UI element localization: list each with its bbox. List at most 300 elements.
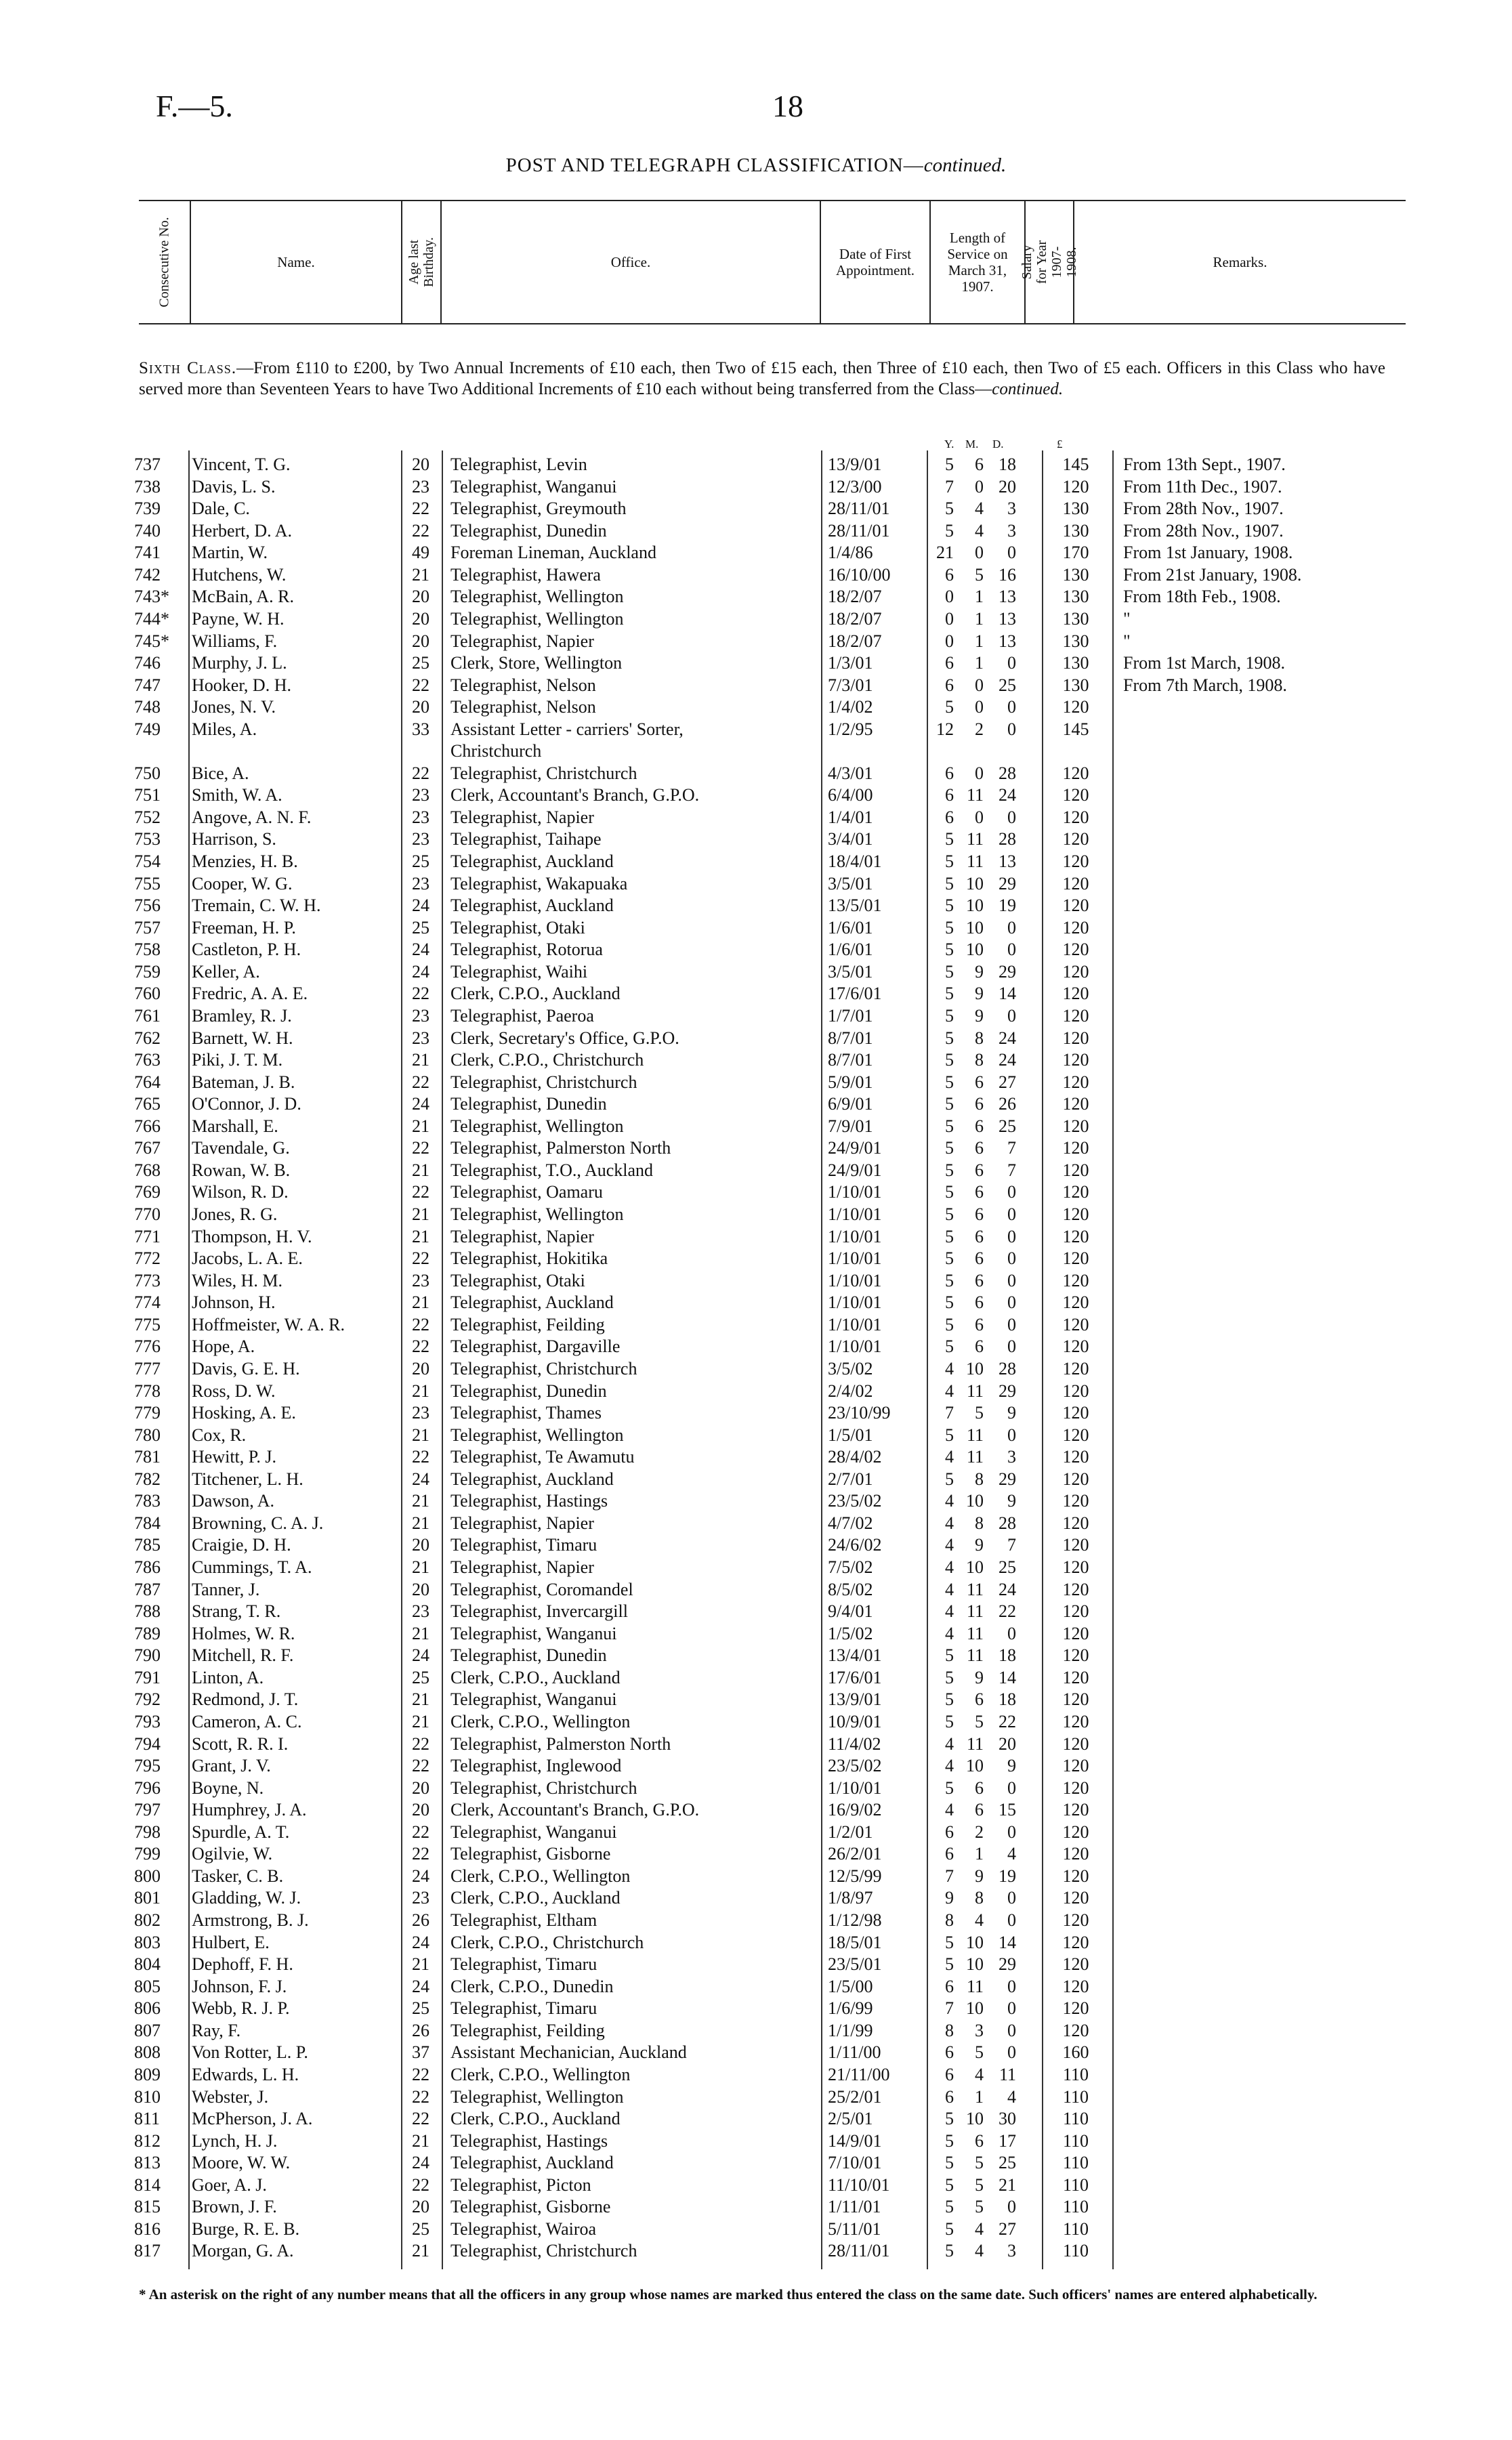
service-days: 0 <box>1007 2197 1016 2217</box>
service-months: 8 <box>975 1513 984 1533</box>
office: Telegraphist, Christchurch <box>450 1358 637 1379</box>
salary: 120 <box>1062 1711 1089 1731</box>
officer-name: Edwards, L. H. <box>192 2064 299 2084</box>
consecutive-no: 761 <box>134 1005 161 1026</box>
service-years: 4 <box>945 1579 954 1599</box>
appointment-date: 1/2/01 <box>828 1822 873 1842</box>
table-row <box>0 1093 1512 1116</box>
consecutive-no: 767 <box>134 1138 161 1158</box>
table-row <box>0 1402 1512 1425</box>
table-row <box>0 1711 1512 1733</box>
office: Telegraphist, Hokitika <box>450 1248 608 1269</box>
appointment-date: 28/11/01 <box>828 2241 890 2261</box>
salary: 120 <box>1062 1778 1089 1798</box>
service-years: 0 <box>945 608 954 629</box>
appointment-date: 1/6/99 <box>828 1998 873 2019</box>
table-row <box>0 631 1512 653</box>
service-years: 5 <box>945 1138 954 1158</box>
office: Clerk, C.P.O., Auckland <box>450 2109 621 2129</box>
consecutive-no: 768 <box>134 1160 161 1180</box>
service-years: 5 <box>945 1954 954 1975</box>
consecutive-no: 810 <box>134 2086 161 2107</box>
consecutive-no: 807 <box>134 2020 161 2040</box>
service-months: 9 <box>975 1667 984 1687</box>
age: 21 <box>412 564 429 585</box>
salary: 110 <box>1062 2153 1089 2173</box>
table-row <box>0 1116 1512 1138</box>
remarks: From 11th Dec., 1907. <box>1123 476 1282 497</box>
service-days: 18 <box>999 1645 1016 1666</box>
office: Clerk, Accountant's Branch, G.P.O. <box>450 1800 700 1820</box>
office: Clerk, C.P.O., Wellington <box>450 1711 631 1731</box>
table-row <box>0 1557 1512 1579</box>
service-days: 0 <box>1007 1204 1016 1224</box>
table-row <box>0 1028 1512 1050</box>
salary: 120 <box>1062 697 1089 717</box>
officer-name: Redmond, J. T. <box>192 1689 299 1710</box>
consecutive-no: 800 <box>134 1866 161 1886</box>
service-years: 7 <box>945 1866 954 1886</box>
age: 22 <box>412 763 429 783</box>
age: 24 <box>412 1932 429 1952</box>
service-days: 0 <box>1007 1976 1016 1996</box>
table-row <box>0 1954 1512 1976</box>
appointment-date: 1/10/01 <box>828 1204 882 1224</box>
service-days: 27 <box>999 1072 1016 1092</box>
service-days: 0 <box>1007 1998 1016 2019</box>
officer-name: Murphy, J. L. <box>192 653 287 673</box>
officer-name: Cameron, A. C. <box>192 1711 302 1731</box>
table-row <box>0 1976 1512 1998</box>
service-years: 5 <box>945 520 954 541</box>
remarks: From 18th Feb., 1908. <box>1123 587 1281 607</box>
subtitle-main: POST AND TELEGRAPH CLASSIFICATION— <box>505 154 924 176</box>
appointment-date: 5/11/01 <box>828 2218 881 2239</box>
age: 24 <box>412 896 429 916</box>
appointment-date: 13/4/01 <box>828 1645 882 1666</box>
appointment-date: 9/4/01 <box>828 1601 873 1622</box>
office: Telegraphist, Oamaru <box>450 1182 603 1202</box>
service-years: 5 <box>945 697 954 717</box>
consecutive-no: 789 <box>134 1623 161 1643</box>
table-row <box>0 1866 1512 1888</box>
officer-name: Menzies, H. B. <box>192 851 298 871</box>
office: Telegraphist, Rotorua <box>450 940 603 960</box>
appointment-date: 14/9/01 <box>828 2130 882 2151</box>
salary: 130 <box>1062 608 1089 629</box>
salary: 120 <box>1062 1888 1089 1908</box>
consecutive-no: 758 <box>134 940 161 960</box>
consecutive-no: 739 <box>134 499 161 519</box>
office: Telegraphist, Palmerston North <box>450 1733 671 1754</box>
table-row <box>0 1226 1512 1248</box>
salary: 120 <box>1062 1182 1089 1202</box>
salary: 120 <box>1062 1733 1089 1754</box>
service-years: 5 <box>945 1005 954 1026</box>
office: Telegraphist, Thames <box>450 1403 602 1423</box>
table-row <box>0 564 1512 587</box>
table-row <box>0 2108 1512 2130</box>
service-months: 11 <box>966 1425 984 1445</box>
service-months: 6 <box>975 1689 984 1710</box>
salary: 130 <box>1062 520 1089 541</box>
service-days: 9 <box>1007 1403 1016 1423</box>
consecutive-no: 764 <box>134 1072 161 1092</box>
officer-name: Bice, A. <box>192 763 249 783</box>
consecutive-no: 792 <box>134 1689 161 1710</box>
officer-name: Ross, D. W. <box>192 1381 276 1401</box>
office: Telegraphist, Auckland <box>450 1292 614 1313</box>
service-days: 20 <box>999 1733 1016 1754</box>
service-months: 11 <box>966 1623 984 1643</box>
age: 26 <box>412 2020 429 2040</box>
table-row <box>0 2020 1512 2042</box>
service-years: 4 <box>945 1800 954 1820</box>
appointment-date: 18/2/07 <box>828 608 882 629</box>
service-months: 10 <box>966 917 984 938</box>
office: Telegraphist, Te Awamutu <box>450 1447 635 1467</box>
office: Clerk, C.P.O., Auckland <box>450 1888 621 1908</box>
service-days: 0 <box>1007 1292 1016 1313</box>
age: 23 <box>412 1601 429 1622</box>
office: Telegraphist, Wanganui <box>450 1689 617 1710</box>
appointment-date: 1/11/01 <box>828 2197 881 2217</box>
salary: 120 <box>1062 476 1089 497</box>
office: Telegraphist, Dunedin <box>450 520 607 541</box>
office: Telegraphist, Auckland <box>450 851 614 871</box>
office: Telegraphist, T.O., Auckland <box>450 1160 654 1180</box>
appointment-date: 23/5/02 <box>828 1756 882 1776</box>
office: Telegraphist, Hastings <box>450 2130 608 2151</box>
appointment-date: 26/2/01 <box>828 1844 882 1864</box>
salary: 145 <box>1062 455 1089 474</box>
service-months: 11 <box>966 1976 984 1996</box>
class-continued: continued. <box>992 380 1064 398</box>
age: 20 <box>412 631 429 651</box>
age: 23 <box>412 829 429 849</box>
column-headers <box>139 200 1406 324</box>
service-years: 4 <box>945 1557 954 1577</box>
appointment-date: 8/7/01 <box>828 1028 873 1048</box>
appointment-date: 13/9/01 <box>828 455 882 474</box>
officer-name: Rowan, W. B. <box>192 1160 291 1180</box>
age: 21 <box>412 2130 429 2151</box>
office: Telegraphist, Christchurch <box>450 763 637 783</box>
salary: 110 <box>1062 2064 1089 2084</box>
service-days: 24 <box>999 1028 1016 1048</box>
officer-name: Moore, W. W. <box>192 2153 291 2173</box>
service-months: 6 <box>975 1314 984 1334</box>
salary: 120 <box>1062 1469 1089 1489</box>
age: 21 <box>412 1711 429 1731</box>
service-years: 5 <box>945 1028 954 1048</box>
service-days: 0 <box>1007 917 1016 938</box>
officer-name: Morgan, G. A. <box>192 2241 294 2261</box>
office: Telegraphist, Napier <box>450 1513 594 1533</box>
table-row <box>0 1887 1512 1910</box>
office: Clerk, Store, Wellington <box>450 653 623 673</box>
officer-name: Humphrey, J. A. <box>192 1800 307 1820</box>
consecutive-no: 738 <box>134 476 161 497</box>
officer-name: Scott, R. R. I. <box>192 1733 289 1754</box>
header-name: Name. <box>190 201 401 323</box>
service-days: 0 <box>1007 2042 1016 2063</box>
service-days: 0 <box>1007 807 1016 827</box>
table-row <box>0 476 1512 499</box>
appointment-date: 1/6/01 <box>828 917 873 938</box>
officer-name: Goer, A. J. <box>192 2174 267 2195</box>
table-row <box>0 1358 1512 1381</box>
table-row <box>0 1314 1512 1337</box>
service-years: 9 <box>945 1888 954 1908</box>
age: 20 <box>412 697 429 717</box>
office: Telegraphist, Hastings <box>450 1491 608 1511</box>
salary: 120 <box>1062 917 1089 938</box>
service-days: 9 <box>1007 1491 1016 1511</box>
service-days: 26 <box>999 1094 1016 1114</box>
service-days: 27 <box>999 2218 1016 2239</box>
service-months: 6 <box>975 1778 984 1798</box>
remarks: " <box>1123 608 1131 629</box>
appointment-date: 11/4/02 <box>828 1733 881 1754</box>
salary: 130 <box>1062 631 1089 651</box>
salary: 110 <box>1062 2109 1089 2129</box>
consecutive-no: 753 <box>134 829 161 849</box>
officer-name: Titchener, L. H. <box>192 1469 303 1489</box>
appointment-date: 1/7/01 <box>828 1005 873 1026</box>
class-heading <box>139 358 1385 400</box>
table-row <box>0 1049 1512 1072</box>
table-row <box>0 763 1512 785</box>
consecutive-no: 816 <box>134 2218 161 2239</box>
age: 25 <box>412 2218 429 2239</box>
service-days: 0 <box>1007 1005 1016 1026</box>
officer-name: Davis, G. E. H. <box>192 1358 300 1379</box>
service-days: 0 <box>1007 2020 1016 2040</box>
office: Telegraphist, Napier <box>450 1226 594 1246</box>
service-years: 12 <box>936 719 954 739</box>
age: 20 <box>412 2197 429 2217</box>
salary: 120 <box>1062 1756 1089 1776</box>
service-months: 10 <box>966 1932 984 1952</box>
age: 20 <box>412 455 429 474</box>
service-days: 30 <box>999 2109 1016 2129</box>
age: 22 <box>412 499 429 519</box>
service-months: 11 <box>966 829 984 849</box>
service-years: 5 <box>945 499 954 519</box>
officer-name: Tanner, J. <box>192 1579 260 1599</box>
table-row <box>0 1181 1512 1204</box>
office: Clerk, Accountant's Branch, G.P.O. <box>450 785 700 805</box>
office: Telegraphist, Invercargill <box>450 1601 628 1622</box>
service-days: 0 <box>1007 1425 1016 1445</box>
service-months: 6 <box>975 1270 984 1290</box>
consecutive-no: 773 <box>134 1270 161 1290</box>
service-days: 3 <box>1007 2241 1016 2261</box>
age: 24 <box>412 1094 429 1114</box>
salary: 120 <box>1062 984 1089 1004</box>
office: Assistant Mechanician, Auckland <box>450 2042 687 2063</box>
table-row <box>0 828 1512 851</box>
consecutive-no: 795 <box>134 1756 161 1776</box>
officer-name: Johnson, H. <box>192 1292 276 1313</box>
officer-name: Jacobs, L. A. E. <box>192 1248 303 1269</box>
service-months: 3 <box>975 2020 984 2040</box>
appointment-date: 18/5/01 <box>828 1932 882 1952</box>
service-months: 6 <box>975 1337 984 1357</box>
appointment-date: 28/11/01 <box>828 520 890 541</box>
service-months: 4 <box>975 2218 984 2239</box>
salary: 120 <box>1062 829 1089 849</box>
consecutive-no: 754 <box>134 851 161 871</box>
table-row <box>0 1932 1512 1954</box>
officer-name: McBain, A. R. <box>192 587 294 607</box>
officer-name: Hewitt, P. J. <box>192 1447 276 1467</box>
office: Telegraphist, Waihi <box>450 961 588 982</box>
salary: 120 <box>1062 1447 1089 1467</box>
service-months: 6 <box>975 1116 984 1136</box>
office: Telegraphist, Wanganui <box>450 476 617 497</box>
service-days: 0 <box>1007 1182 1016 1202</box>
appointment-date: 16/9/02 <box>828 1800 882 1820</box>
service-months: 9 <box>975 1005 984 1026</box>
office: Telegraphist, Feilding <box>450 1314 605 1334</box>
age: 22 <box>412 1138 429 1158</box>
office: Clerk, C.P.O., Auckland <box>450 1667 621 1687</box>
office: Telegraphist, Dunedin <box>450 1094 607 1114</box>
salary: 120 <box>1062 1292 1089 1313</box>
service-years: 4 <box>945 1358 954 1379</box>
consecutive-no: 742 <box>134 564 161 585</box>
table-row <box>0 696 1512 719</box>
appointment-date: 28/11/01 <box>828 499 890 519</box>
service-days: 13 <box>999 587 1016 607</box>
age: 21 <box>412 1116 429 1136</box>
salary: 120 <box>1062 1226 1089 1246</box>
consecutive-no: 741 <box>134 543 161 563</box>
age: 20 <box>412 587 429 607</box>
appointment-date: 25/2/01 <box>828 2086 882 2107</box>
service-days: 14 <box>999 984 1016 1004</box>
officer-name: Dale, C. <box>192 499 250 519</box>
officer-name: Williams, F. <box>192 631 278 651</box>
office-continuation: Christchurch <box>450 740 542 761</box>
service-months: 4 <box>975 1910 984 1930</box>
age: 21 <box>412 1160 429 1180</box>
officer-name: Castleton, P. H. <box>192 940 301 960</box>
table-row <box>0 917 1512 940</box>
age: 20 <box>412 1778 429 1798</box>
officer-name: Grant, J. V. <box>192 1756 271 1776</box>
appointment-date: 1/4/02 <box>828 697 873 717</box>
service-months: 10 <box>966 1998 984 2019</box>
salary: 120 <box>1062 785 1089 805</box>
office: Telegraphist, Feilding <box>450 2020 605 2040</box>
salary: 120 <box>1062 1513 1089 1533</box>
table-row <box>0 1822 1512 1844</box>
service-months: 0 <box>975 763 984 783</box>
service-years: 5 <box>945 1337 954 1357</box>
office: Telegraphist, Taihape <box>450 829 602 849</box>
officer-name: Burge, R. E. B. <box>192 2218 300 2239</box>
service-days: 24 <box>999 785 1016 805</box>
service-years: 21 <box>936 543 954 563</box>
service-months: 8 <box>975 1050 984 1070</box>
salary: 120 <box>1062 1954 1089 1975</box>
service-months: 4 <box>975 2241 984 2261</box>
months-head: M. <box>965 438 979 450</box>
office: Telegraphist, Hawera <box>450 564 601 585</box>
salary: 120 <box>1062 1976 1089 1996</box>
officer-name: O'Connor, J. D. <box>192 1094 301 1114</box>
salary: 120 <box>1062 961 1089 982</box>
appointment-date: 17/6/01 <box>828 984 882 1004</box>
officer-name: Webb, R. J. P. <box>192 1998 290 2019</box>
age: 49 <box>412 543 429 563</box>
appointment-date: 1/10/01 <box>828 1270 882 1290</box>
service-months: 9 <box>975 1535 984 1555</box>
table-row <box>0 1425 1512 1447</box>
consecutive-no: 784 <box>134 1513 161 1533</box>
service-months: 10 <box>966 1557 984 1577</box>
salary: 120 <box>1062 1248 1089 1269</box>
table-row <box>0 608 1512 631</box>
table-row <box>0 498 1512 520</box>
service-months: 4 <box>975 499 984 519</box>
appointment-date: 2/7/01 <box>828 1469 873 1489</box>
appointment-date: 1/10/01 <box>828 1248 882 1269</box>
service-years: 6 <box>945 653 954 673</box>
officer-name: Miles, A. <box>192 719 257 739</box>
table-row <box>0 2152 1512 2174</box>
salary: 120 <box>1062 1381 1089 1401</box>
office: Telegraphist, Napier <box>450 807 594 827</box>
office: Telegraphist, Wanganui <box>450 1822 617 1842</box>
salary: 120 <box>1062 1645 1089 1666</box>
consecutive-no: 812 <box>134 2130 161 2151</box>
service-months: 11 <box>966 1579 984 1599</box>
salary: 120 <box>1062 1535 1089 1555</box>
service-days: 0 <box>1007 1270 1016 1290</box>
service-years: 5 <box>945 1226 954 1246</box>
age: 21 <box>412 2241 429 2261</box>
table-row <box>0 675 1512 697</box>
consecutive-no: 749 <box>134 719 161 739</box>
service-days: 16 <box>999 564 1016 585</box>
service-months: 10 <box>966 873 984 893</box>
service-days: 28 <box>999 829 1016 849</box>
office: Telegraphist, Picton <box>450 2174 591 2195</box>
service-years: 5 <box>945 455 954 474</box>
service-years: 5 <box>945 1314 954 1334</box>
salary: 120 <box>1062 896 1089 916</box>
office: Telegraphist, Wellington <box>450 1204 624 1224</box>
table-row <box>0 1160 1512 1182</box>
consecutive-no: 759 <box>134 961 161 982</box>
table-row <box>0 1469 1512 1491</box>
appointment-date: 7/3/01 <box>828 675 873 695</box>
service-days: 9 <box>1007 1756 1016 1776</box>
appointment-date: 1/10/01 <box>828 1314 882 1334</box>
table-row <box>0 1910 1512 1932</box>
consecutive-no: 760 <box>134 984 161 1004</box>
consecutive-no: 803 <box>134 1932 161 1952</box>
service-years: 4 <box>945 1491 954 1511</box>
service-days: 22 <box>999 1711 1016 1731</box>
appointment-date: 11/10/01 <box>828 2174 890 2195</box>
service-months: 0 <box>975 807 984 827</box>
officer-name: Thompson, H. V. <box>192 1226 312 1246</box>
